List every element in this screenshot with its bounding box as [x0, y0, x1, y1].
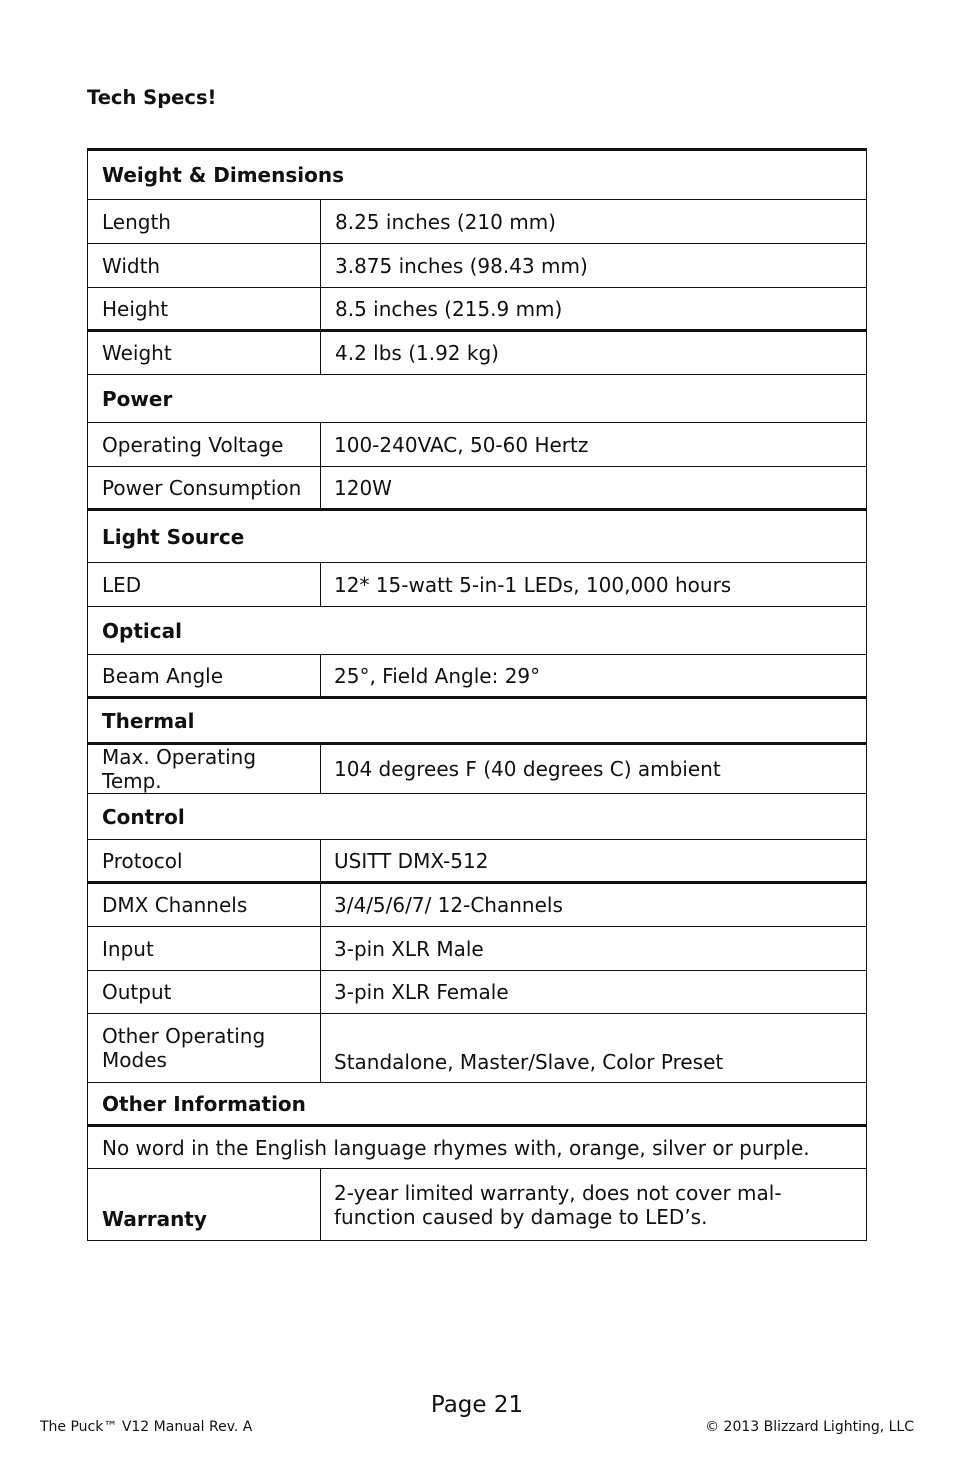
table-row: [88, 244, 867, 288]
section-header-row: [88, 607, 867, 655]
section-title-weight-dimensions: Weight & Dimensions: [88, 150, 867, 200]
spec-value: 8.25 inches (210 mm): [321, 200, 867, 244]
table-row: [88, 883, 867, 927]
page-number: Page 21: [430, 1392, 524, 1418]
section-header-row: [88, 510, 867, 563]
note-cell: No word in the English language rhymes with, orange, silver or purple.: [88, 1126, 867, 1169]
section-header-row: [88, 375, 867, 423]
spec-label: DMX Channels: [88, 883, 321, 927]
table-row: [88, 1126, 867, 1169]
table-row: [88, 1169, 867, 1241]
table-row: [88, 467, 867, 510]
section-header-row: [88, 150, 867, 200]
spec-value: 12* 15-watt 5-in-1 LEDs, 100,000 hours: [321, 563, 867, 607]
table-row: [88, 927, 867, 971]
spec-label: Power Consumption: [88, 467, 321, 510]
section-header-row: [88, 794, 867, 840]
spec-value: 3/4/5/6/7/ 12-Channels: [321, 883, 867, 927]
spec-label: Width: [88, 244, 321, 288]
table-row: [88, 200, 867, 244]
footer-manual-title: The Puck™ V12 Manual Rev. A: [40, 1419, 253, 1435]
spec-value: 104 degrees F (40 degrees C) ambient: [321, 744, 867, 794]
spec-value: 3-pin XLR Female: [321, 971, 867, 1014]
spec-value: Standalone, Master/Slave, Color Preset: [321, 1014, 867, 1083]
table-row: [88, 288, 867, 331]
spec-label: Weight: [88, 331, 321, 375]
spec-label: Length: [88, 200, 321, 244]
tech-specs-table: [87, 148, 867, 1241]
table-row: [88, 840, 867, 883]
section-title-other-information: Other Information: [88, 1083, 867, 1126]
spec-value: 8.5 inches (215.9 mm): [321, 288, 867, 331]
spec-value: 3-pin XLR Male: [321, 927, 867, 971]
table-row: [88, 971, 867, 1014]
spec-value: 3.875 inches (98.43 mm): [321, 244, 867, 288]
spec-label: Input: [88, 927, 321, 971]
table-row: [88, 423, 867, 467]
spec-label: Max. Operating Temp.: [88, 744, 321, 794]
section-title-optical: Optical: [88, 607, 867, 655]
table-row: [88, 563, 867, 607]
spec-value: 100-240VAC, 50-60 Hertz: [321, 423, 867, 467]
spec-label: Protocol: [88, 840, 321, 883]
table-row: [88, 655, 867, 698]
spec-label: Output: [88, 971, 321, 1014]
warranty-label: Warranty: [88, 1169, 321, 1241]
warranty-value: 2-year limited warranty, does not cover mal-function caused by damage to LED’s.: [321, 1169, 867, 1241]
section-header-row: [88, 698, 867, 744]
spec-label: Height: [88, 288, 321, 331]
spec-label: LED: [88, 563, 321, 607]
spec-value: 25°, Field Angle: 29°: [321, 655, 867, 698]
spec-value: USITT DMX-512: [321, 840, 867, 883]
page-title: Tech Specs!: [87, 86, 217, 109]
section-title-light-source: Light Source: [88, 510, 867, 563]
section-title-power: Power: [88, 375, 867, 423]
spec-label: Operating Voltage: [88, 423, 321, 467]
spec-label: Other Operating Modes: [88, 1014, 321, 1083]
spec-label: Beam Angle: [88, 655, 321, 698]
section-title-thermal: Thermal: [88, 698, 867, 744]
spec-value: 4.2 lbs (1.92 kg): [321, 331, 867, 375]
section-header-row: [88, 1083, 867, 1126]
section-title-control: Control: [88, 794, 867, 840]
table-row: [88, 331, 867, 375]
table-row: [88, 1014, 867, 1083]
table-row: [88, 744, 867, 794]
footer-copyright: © 2013 Blizzard Lighting, LLC: [705, 1419, 914, 1435]
spec-value: 120W: [321, 467, 867, 510]
